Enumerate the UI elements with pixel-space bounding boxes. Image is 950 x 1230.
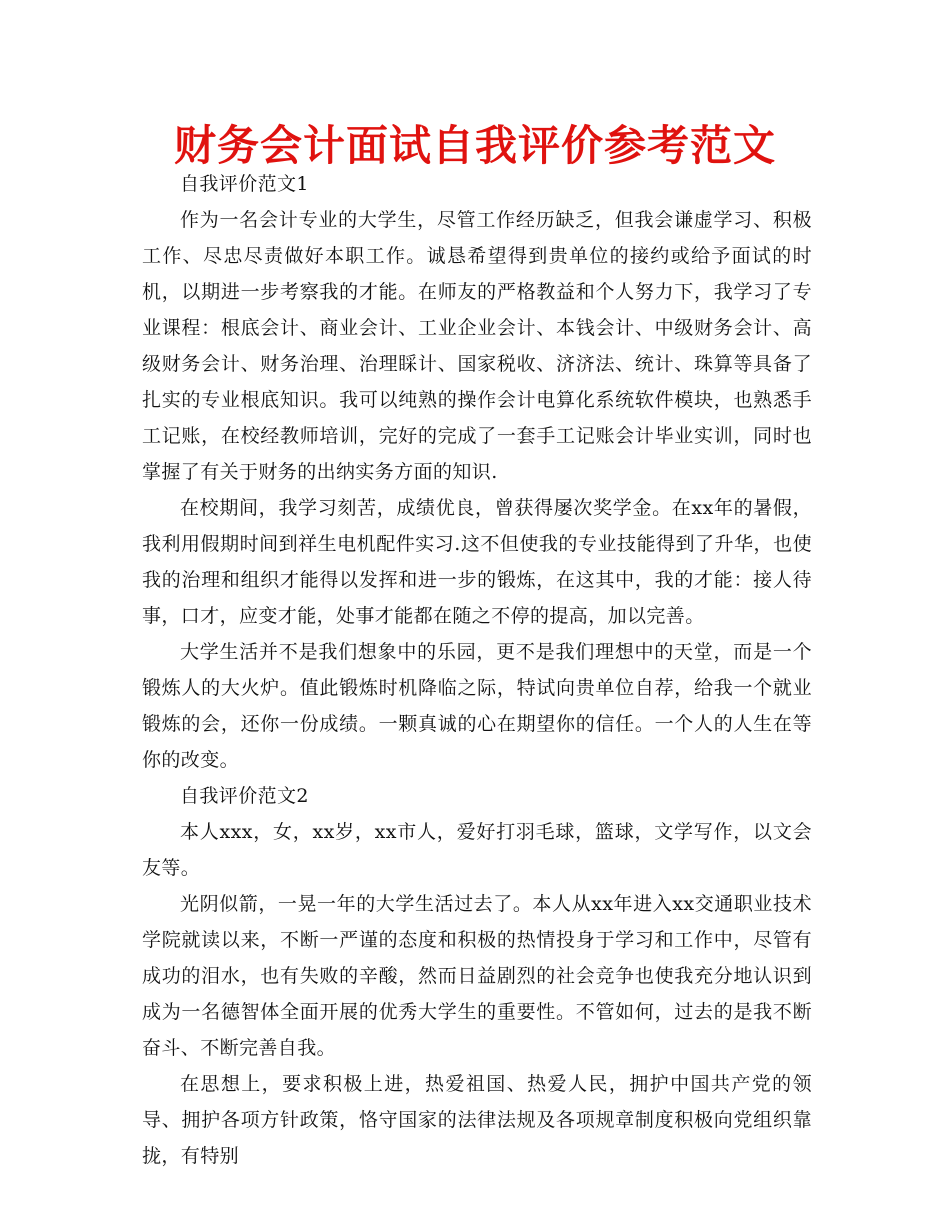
section-heading-2: 自我评价范文2: [180, 785, 309, 807]
section-heading-1: 自我评价范文1: [180, 173, 309, 195]
paragraph-3: 大学生活并不是我们想象中的乐园，更不是我们理想中的天堂，而是一个锻炼人的大火炉。值此锻炼时机降临之际，特试向贵单位自荐，给我一个就业锻炼的会，还你一份成绩。一颗真诚的心在期望你的信任。一个人的人生在等你的改变。: [142, 641, 812, 771]
document-body: [142, 166, 812, 1174]
paragraph-2: 在校期间，我学习刻苦，成绩优良，曾获得屡次奖学金。在xx年的暑假，我利用假期时间到祥生电机配件实习.这不但使我的专业技能得到了升华，也使我的治理和组织才能得以发挥和进一步的锻炼，在这其中，我的才能：接人待事，口才，应变才能，处事才能都在随之不停的提高，加以完善。: [142, 497, 812, 627]
paragraph-4: 本人xxx，女，xx岁，xx市人，爱好打羽毛球，篮球，文学写作，以文会友等。: [142, 821, 812, 879]
paragraph-6: 在思想上，要求积极上进，热爱祖国、热爱人民，拥护中国共产党的领导、拥护各项方针政策，恪守国家的法律法规及各项规章制度积极向党组织靠拢，有特别: [142, 1073, 812, 1167]
document-title: 财务会计面试自我评价参考范文: [173, 121, 776, 170]
paragraph-1: 作为一名会计专业的大学生，尽管工作经历缺乏，但我会谦虚学习、积极工作、尽忠尽责做好本职工作。诚恳希望得到贵单位的接约或给予面试的时机，以期进一步考察我的才能。在师友的严格教益和个人努力下，我学习了专业课程：根底会计、商业会计、工业企业会计、本钱会计、中级财务会计、高级财务会计、财务治理、治理睬计、国家税收、济济法、统计、珠算等具备了扎实的专业根底知识。我可以纯熟的操作会计电算化系统软件模块，也熟悉手工记账，在校经教师培训，完好的完成了一套手工记账会计毕业实训，同时也掌握了有关于财务的出纳实务方面的知识.: [142, 209, 812, 483]
paragraph-5: 光阴似箭，一晃一年的大学生活过去了。本人从xx年进入xx交通职业技术学院就读以来，不断一严谨的态度和积极的热情投身于学习和工作中，尽管有成功的泪水，也有失败的辛酸，然而日益剧烈的社会竞争也使我充分地认识到成为一名德智体全面开展的优秀大学生的重要性。不管如何，过去的是我不断奋斗、不断完善自我。: [142, 893, 812, 1059]
